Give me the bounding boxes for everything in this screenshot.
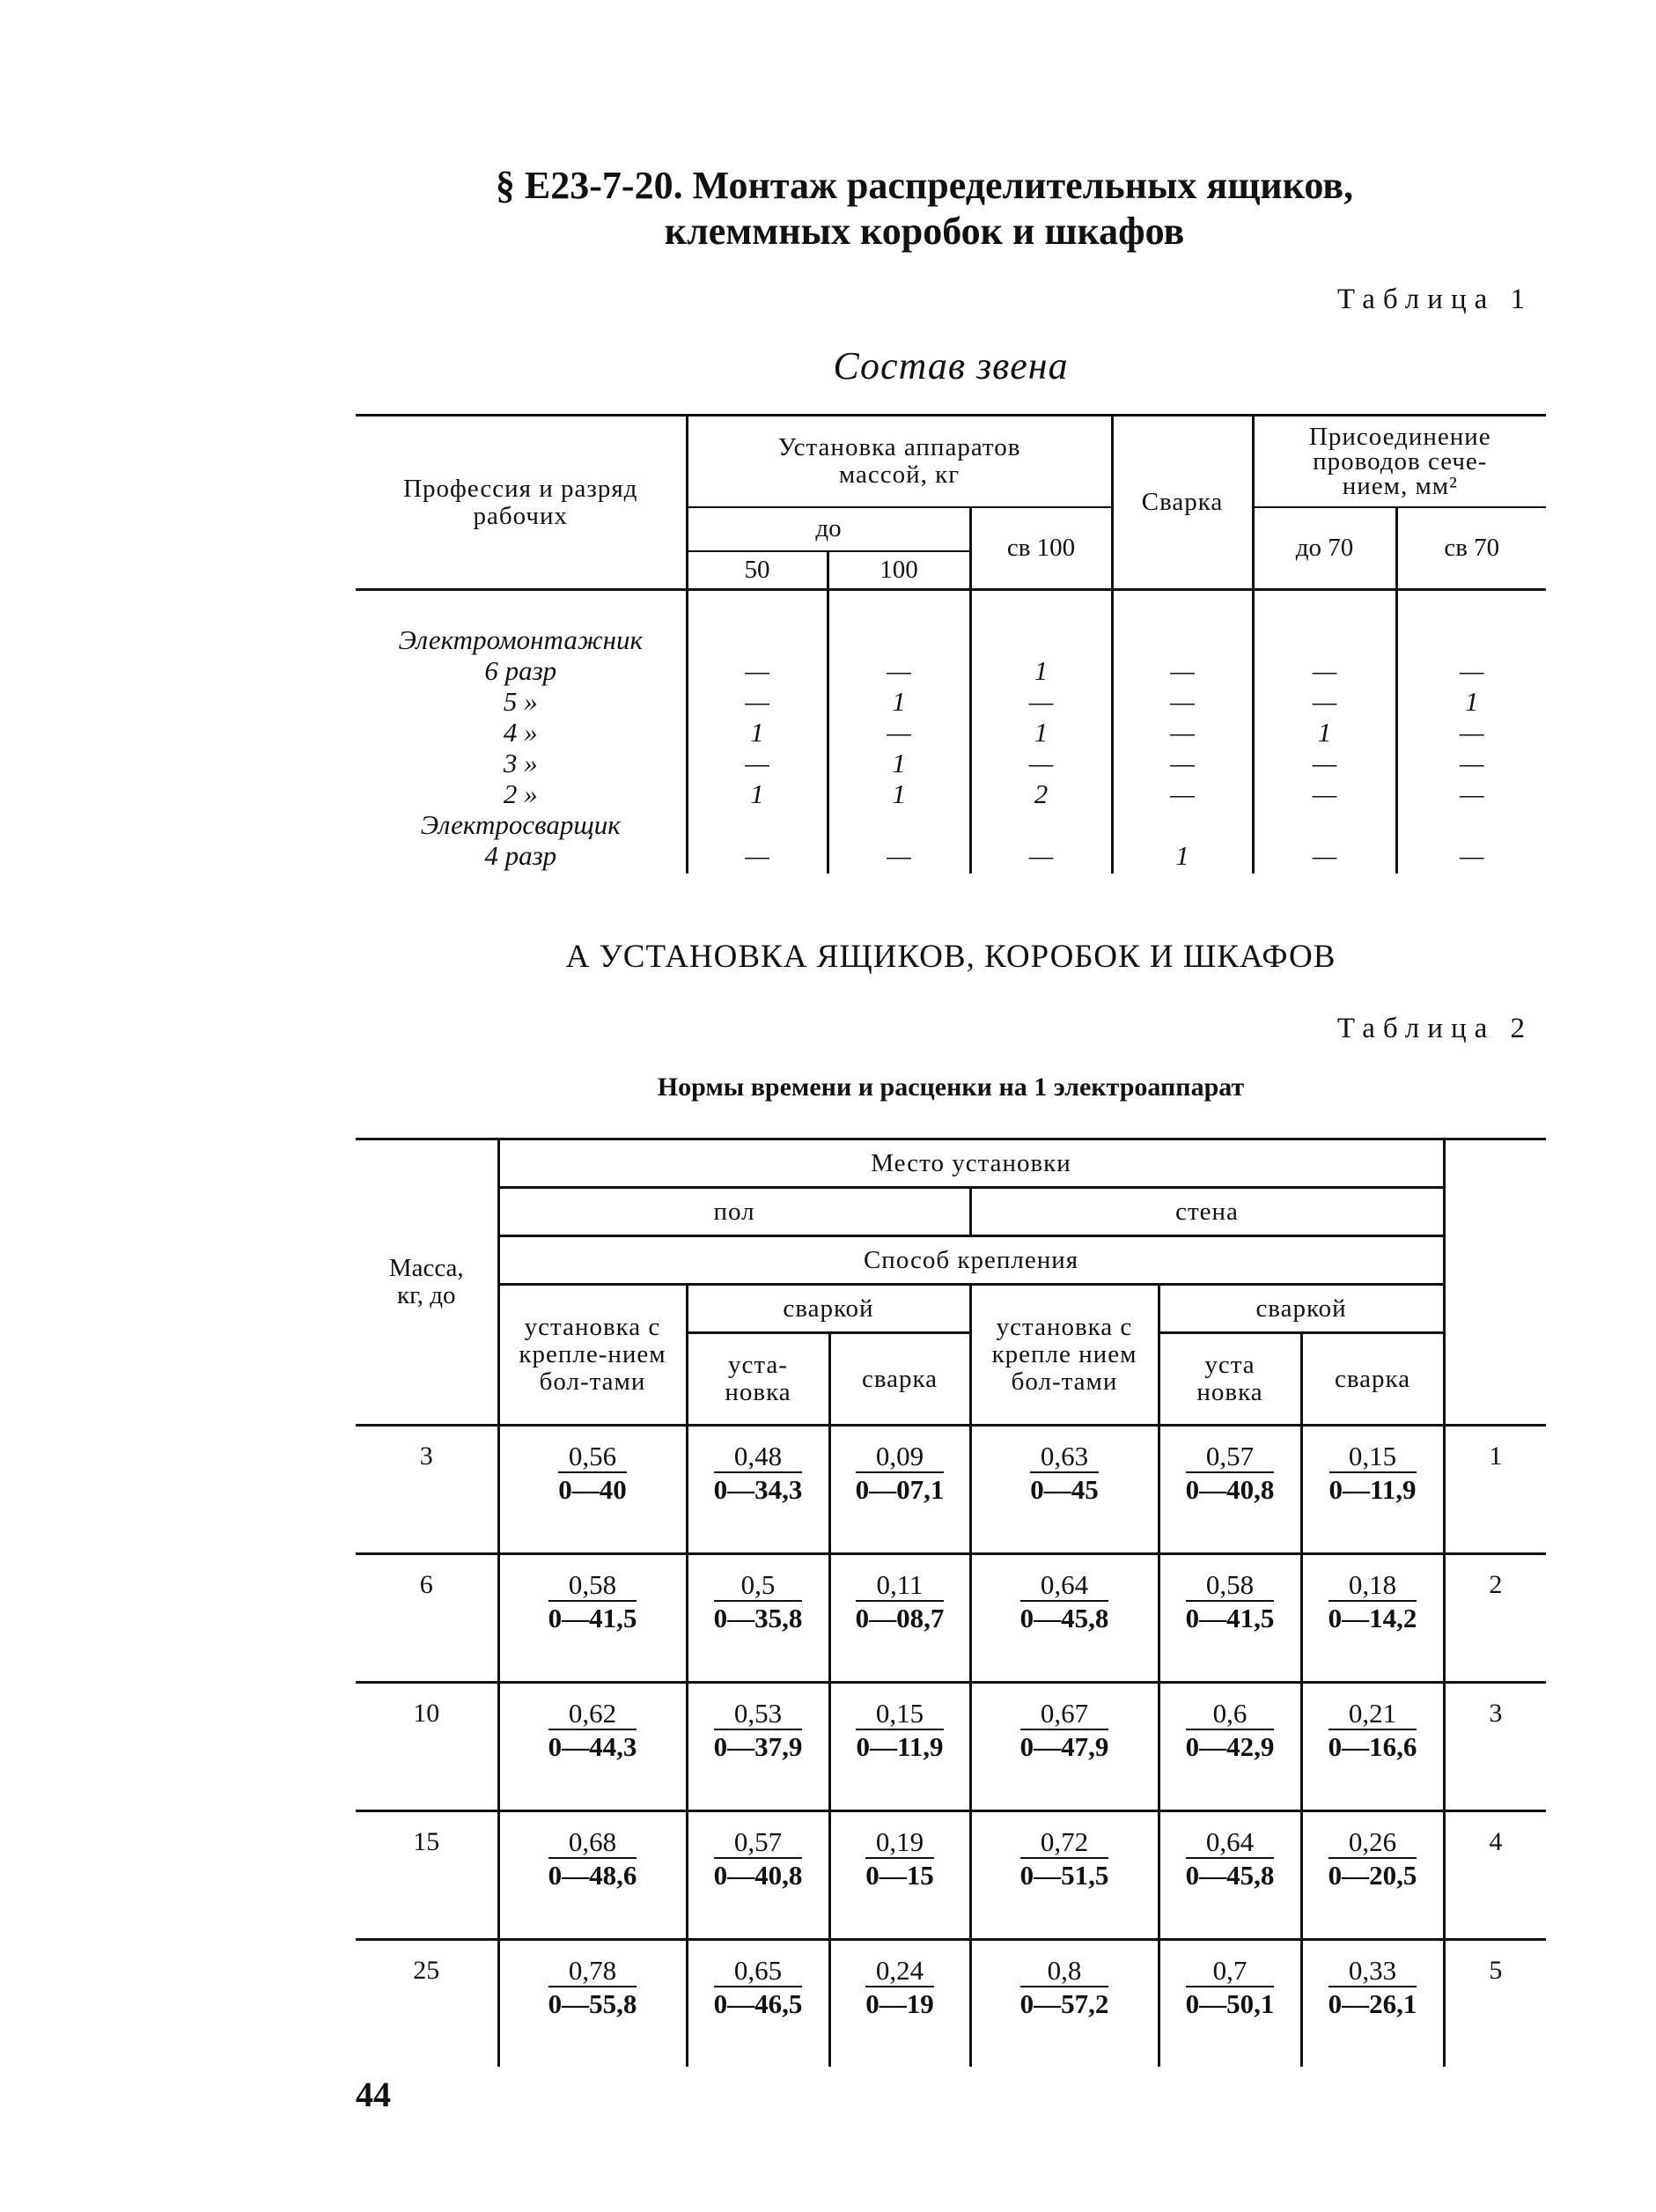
rate: 0—35,8 bbox=[713, 1603, 803, 1633]
rate: 0—57,2 bbox=[1019, 1988, 1109, 2019]
cell bbox=[688, 624, 827, 655]
cell bbox=[687, 1811, 829, 1940]
cell: — bbox=[1028, 840, 1054, 871]
cell: 1 bbox=[1465, 686, 1479, 717]
cell: — bbox=[745, 840, 769, 871]
cell: — bbox=[745, 748, 769, 778]
cell: — bbox=[1459, 748, 1484, 778]
header-wall: стена bbox=[970, 1188, 1444, 1236]
row-number: 3 bbox=[1444, 1683, 1546, 1811]
profession-name: 2 » bbox=[503, 778, 538, 809]
norm-time: 0,8 bbox=[1020, 1957, 1109, 1987]
column-sv100 bbox=[970, 590, 1112, 874]
header-bolts-wall: установка с крепле нием бол-тами bbox=[970, 1285, 1159, 1426]
profession-column bbox=[356, 590, 687, 874]
norm-time: 0,6 bbox=[1186, 1700, 1275, 1730]
cell bbox=[1255, 624, 1395, 655]
profession-name: 4 » bbox=[503, 717, 538, 748]
cell bbox=[498, 1554, 687, 1683]
rate: 0—20,5 bbox=[1328, 1860, 1417, 1891]
cell bbox=[1255, 809, 1395, 840]
cell: — bbox=[1170, 778, 1195, 809]
cell: — bbox=[1028, 748, 1054, 778]
rate: 0—41,5 bbox=[548, 1603, 637, 1633]
norm-time: 0,48 bbox=[714, 1442, 803, 1473]
norm-time: 0,67 bbox=[1020, 1700, 1109, 1730]
rate: 0—42,9 bbox=[1185, 1731, 1275, 1762]
cell bbox=[829, 1426, 970, 1554]
header-mass-label: Масса, кг, до bbox=[388, 1254, 464, 1309]
cell: — bbox=[1312, 778, 1337, 809]
norm-time: 0,7 bbox=[1186, 1957, 1275, 1987]
row-mass: 25 bbox=[356, 1940, 498, 2068]
row-mass: 15 bbox=[356, 1811, 498, 1940]
rate: 0—51,5 bbox=[1019, 1860, 1109, 1891]
header-install-wall: уста новка bbox=[1159, 1333, 1301, 1426]
cell: 1 bbox=[750, 717, 764, 748]
cell bbox=[1398, 809, 1547, 840]
header-sv70: св 70 bbox=[1396, 507, 1546, 590]
rate: 0—11,9 bbox=[856, 1731, 944, 1762]
cell: — bbox=[745, 686, 769, 717]
cell bbox=[1301, 1811, 1444, 1940]
row-mass: 10 bbox=[356, 1683, 498, 1811]
cell bbox=[972, 809, 1111, 840]
norm-time: 0,63 bbox=[1030, 1442, 1099, 1473]
cell: 1 bbox=[1175, 840, 1189, 871]
norm-time: 0,19 bbox=[865, 1828, 934, 1859]
rate: 0—19 bbox=[865, 1988, 934, 2019]
table1-label: Таблица 1 bbox=[1336, 284, 1533, 315]
rate: 0—37,9 bbox=[713, 1731, 803, 1762]
cell bbox=[687, 1940, 829, 2068]
cell bbox=[687, 1554, 829, 1683]
cell bbox=[1301, 1554, 1444, 1683]
section-title-line-1: § Е23-7-20. Монтаж распределительных ящиков, bbox=[495, 164, 1354, 207]
header-welding: Сварка bbox=[1112, 416, 1253, 590]
crew-composition-table bbox=[356, 414, 1546, 874]
header-weld-floor: сварка bbox=[829, 1333, 970, 1426]
rate: 0—08,7 bbox=[855, 1603, 945, 1633]
table-row bbox=[356, 1426, 1546, 1554]
rate: 0—26,1 bbox=[1328, 1988, 1417, 2019]
header-place: Место установки bbox=[498, 1139, 1444, 1188]
row-mass: 6 bbox=[356, 1554, 498, 1683]
rate: 0—40,8 bbox=[1185, 1474, 1275, 1505]
header-welding-wall: сваркой bbox=[1159, 1285, 1444, 1333]
cell bbox=[829, 1554, 970, 1683]
cell: — bbox=[1170, 717, 1195, 748]
cell bbox=[972, 624, 1111, 655]
cell bbox=[970, 1683, 1159, 1811]
cell bbox=[1301, 1940, 1444, 2068]
table-row bbox=[356, 1683, 1546, 1811]
header-mass bbox=[356, 1139, 498, 1426]
header-profession: Профессия и разряд рабочих bbox=[356, 416, 687, 590]
cell bbox=[829, 1811, 970, 1940]
cell bbox=[1114, 624, 1252, 655]
cell: — bbox=[1312, 686, 1337, 717]
rate: 0—07,1 bbox=[855, 1474, 945, 1505]
norm-time: 0,21 bbox=[1328, 1700, 1417, 1730]
rate: 0—34,3 bbox=[713, 1474, 803, 1505]
rate: 0—44,3 bbox=[548, 1731, 637, 1762]
cell: — bbox=[1170, 748, 1195, 778]
cell bbox=[1398, 624, 1547, 655]
norm-time: 0,15 bbox=[1329, 1442, 1417, 1473]
rate: 0—45,8 bbox=[1019, 1603, 1109, 1633]
rate: 0—11,9 bbox=[1328, 1474, 1417, 1505]
column-100 bbox=[828, 590, 970, 874]
header-floor: пол bbox=[498, 1188, 970, 1236]
rate: 0—46,5 bbox=[713, 1988, 803, 2019]
cell: — bbox=[745, 655, 769, 686]
cell bbox=[1301, 1426, 1444, 1554]
rate: 0—40 bbox=[558, 1474, 627, 1505]
page-number: 44 bbox=[356, 2075, 391, 2114]
cell bbox=[498, 1940, 687, 2068]
table-row bbox=[356, 1554, 1546, 1683]
cell: — bbox=[887, 717, 911, 748]
cell bbox=[970, 1426, 1159, 1554]
norm-time: 0,64 bbox=[1020, 1571, 1109, 1602]
norm-time: 0,72 bbox=[1020, 1828, 1109, 1859]
norm-time: 0,65 bbox=[714, 1957, 803, 1987]
cell: 1 bbox=[892, 778, 906, 809]
norm-time: 0,53 bbox=[714, 1700, 803, 1730]
header-sv100: св 100 bbox=[970, 507, 1112, 590]
profession-name: 5 » bbox=[503, 686, 538, 717]
norm-time: 0,64 bbox=[1186, 1828, 1275, 1859]
rate: 0—47,9 bbox=[1019, 1731, 1109, 1762]
cell: 1 bbox=[892, 748, 906, 778]
cell bbox=[1114, 809, 1252, 840]
cell: — bbox=[1459, 778, 1484, 809]
header-method: Способ крепления bbox=[498, 1236, 1444, 1285]
profession-name: Электросварщик bbox=[420, 809, 621, 840]
cell: — bbox=[887, 840, 911, 871]
cell: — bbox=[1459, 840, 1484, 871]
section-title bbox=[475, 163, 1373, 254]
norm-time: 0,09 bbox=[856, 1442, 945, 1473]
cell: — bbox=[887, 655, 911, 686]
rate: 0—50,1 bbox=[1185, 1988, 1275, 2019]
cell bbox=[1159, 1426, 1301, 1554]
cell bbox=[688, 809, 827, 840]
column-welding bbox=[1112, 590, 1253, 874]
cell: — bbox=[1312, 840, 1337, 871]
cell: — bbox=[1170, 686, 1195, 717]
header-50: 50 bbox=[687, 551, 828, 590]
cell bbox=[970, 1940, 1159, 2068]
cell bbox=[1159, 1940, 1301, 2068]
header-weld-wall: сварка bbox=[1301, 1333, 1444, 1426]
column-50 bbox=[687, 590, 828, 874]
header-welding-floor: сваркой bbox=[687, 1285, 970, 1333]
cell bbox=[498, 1811, 687, 1940]
row-number: 2 bbox=[1444, 1554, 1546, 1683]
cell bbox=[1301, 1683, 1444, 1811]
profession-name: 3 » bbox=[503, 748, 538, 778]
norm-time: 0,56 bbox=[558, 1442, 627, 1473]
norm-time: 0,78 bbox=[548, 1957, 637, 1987]
row-mass: 3 bbox=[419, 1441, 433, 1471]
norm-time: 0,57 bbox=[1186, 1442, 1275, 1473]
table-row bbox=[356, 1811, 1546, 1940]
rate: 0—55,8 bbox=[548, 1988, 637, 2019]
cell: — bbox=[1028, 686, 1054, 717]
cell: — bbox=[1170, 655, 1195, 686]
cell bbox=[829, 1683, 970, 1811]
section-title-line-2: клеммных коробок и шкафов bbox=[664, 210, 1185, 253]
norm-time: 0,18 bbox=[1328, 1571, 1417, 1602]
table-row bbox=[356, 1940, 1546, 2068]
rate: 0—45,8 bbox=[1185, 1860, 1275, 1891]
profession-name: Электромонтажник bbox=[398, 624, 644, 655]
cell bbox=[970, 1811, 1159, 1940]
norm-time: 0,33 bbox=[1328, 1957, 1417, 1987]
header-bolts-floor: установка с крепле-нием бол-тами bbox=[498, 1285, 687, 1426]
cell bbox=[687, 1426, 829, 1554]
header-connect-group: Присоединение проводов сече-нием, мм² bbox=[1253, 416, 1546, 507]
cell bbox=[829, 809, 969, 840]
cell: — bbox=[1459, 655, 1484, 686]
cell: 1 bbox=[892, 686, 906, 717]
cell bbox=[498, 1426, 687, 1554]
cell: — bbox=[1459, 717, 1484, 748]
row-number: 4 bbox=[1444, 1811, 1546, 1940]
row-number: 1 bbox=[1444, 1426, 1546, 1554]
norm-time: 0,26 bbox=[1328, 1828, 1417, 1859]
norm-time: 0,58 bbox=[548, 1571, 637, 1602]
cell: 1 bbox=[1034, 717, 1049, 748]
header-rownum bbox=[1444, 1139, 1546, 1426]
header-do70: до 70 bbox=[1253, 507, 1396, 590]
table1-caption: Состав звена bbox=[833, 344, 1069, 387]
table2-label: Таблица 2 bbox=[1336, 1013, 1533, 1044]
profession-name: 6 разр bbox=[484, 655, 557, 686]
cell bbox=[829, 624, 969, 655]
cell: 1 bbox=[750, 778, 764, 809]
rate: 0—14,2 bbox=[1328, 1603, 1417, 1633]
rate: 0—48,6 bbox=[548, 1860, 637, 1891]
cell bbox=[970, 1554, 1159, 1683]
cell: 2 bbox=[1034, 778, 1049, 809]
cell bbox=[1159, 1811, 1301, 1940]
table2-caption: Нормы времени и расценки на 1 электроаппарат bbox=[657, 1073, 1245, 1102]
profession-name: 4 разр bbox=[484, 840, 557, 871]
norm-time: 0,58 bbox=[1186, 1571, 1275, 1602]
norm-time: 0,5 bbox=[714, 1571, 803, 1602]
cell bbox=[1159, 1683, 1301, 1811]
cell bbox=[1159, 1554, 1301, 1683]
rate: 0—40,8 bbox=[713, 1860, 803, 1891]
rate: 0—41,5 bbox=[1185, 1603, 1275, 1633]
header-100: 100 bbox=[828, 551, 970, 590]
subsection-title: А УСТАНОВКА ЯЩИКОВ, КОРОБОК И ШКАФОВ bbox=[565, 939, 1336, 975]
header-install-floor: уста-новка bbox=[687, 1333, 829, 1426]
column-do70 bbox=[1253, 590, 1396, 874]
cell: — bbox=[1312, 655, 1337, 686]
column-sv70 bbox=[1396, 590, 1546, 874]
cell: — bbox=[1312, 748, 1337, 778]
cell: 1 bbox=[1034, 655, 1049, 686]
norm-time: 0,24 bbox=[865, 1957, 934, 1987]
row-number: 5 bbox=[1444, 1940, 1546, 2068]
norm-time: 0,68 bbox=[548, 1828, 637, 1859]
rate: 0—15 bbox=[865, 1860, 934, 1891]
rate: 0—16,6 bbox=[1328, 1731, 1417, 1762]
norm-time: 0,57 bbox=[714, 1828, 803, 1859]
cell bbox=[498, 1683, 687, 1811]
header-do: до bbox=[687, 507, 970, 551]
cell bbox=[829, 1940, 970, 2068]
cell bbox=[687, 1683, 829, 1811]
rate: 0—45 bbox=[1030, 1474, 1099, 1505]
norm-time: 0,62 bbox=[548, 1700, 637, 1730]
norm-time: 0,15 bbox=[856, 1700, 943, 1730]
header-install-group: Установка аппаратов массой, кг bbox=[687, 416, 1112, 507]
time-norms-table bbox=[356, 1138, 1546, 2067]
norm-time: 0,11 bbox=[856, 1571, 945, 1602]
cell: 1 bbox=[1317, 717, 1332, 748]
